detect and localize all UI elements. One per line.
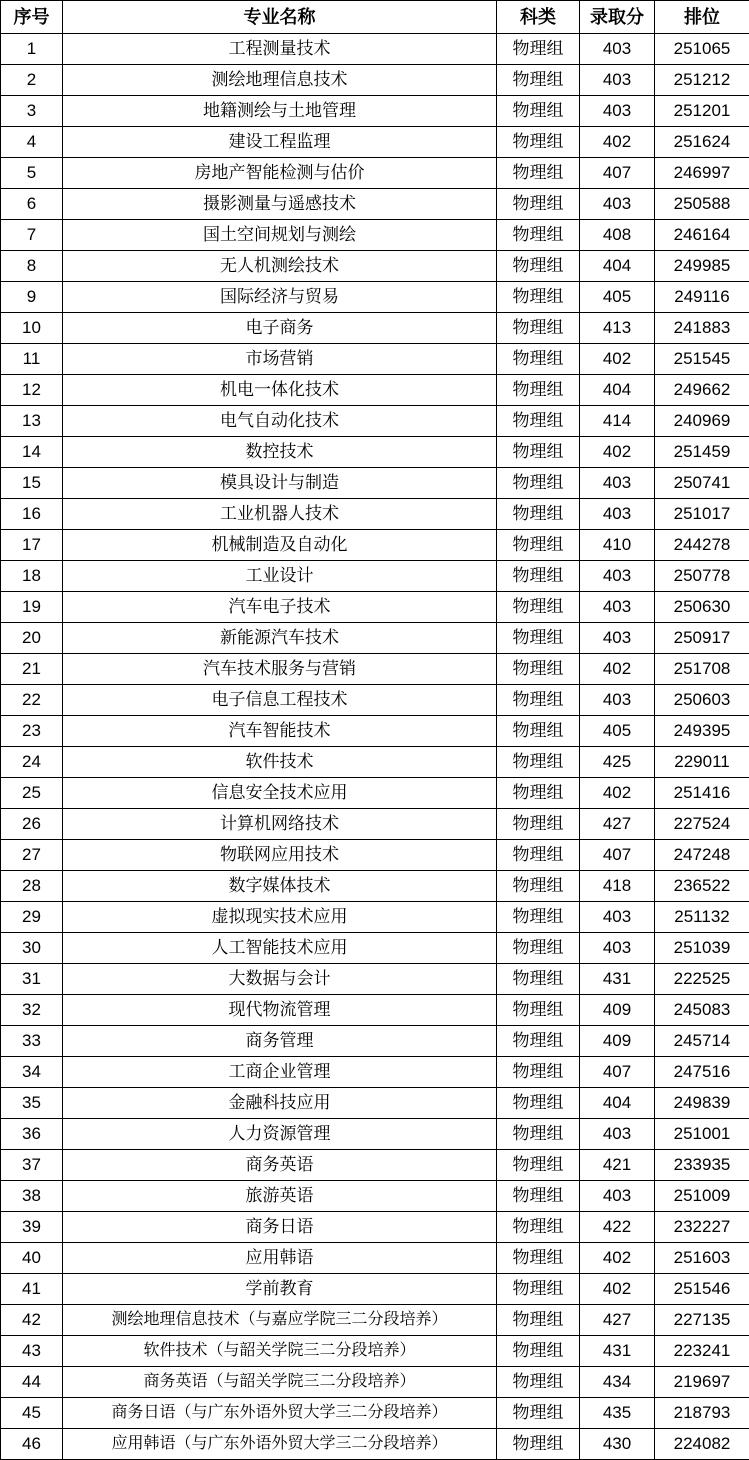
cell-index: 39: [1, 1212, 63, 1243]
cell-score: 403: [580, 1181, 655, 1212]
cell-score: 431: [580, 1336, 655, 1367]
cell-score: 403: [580, 561, 655, 592]
table-row: [1, 995, 749, 1026]
table-row: [1, 437, 749, 468]
cell-score: 402: [580, 344, 655, 375]
cell-major: 测绘地理信息技术: [63, 65, 497, 96]
cell-rank: 249839: [655, 1088, 749, 1119]
cell-category: 物理组: [497, 995, 580, 1026]
cell-score: 404: [580, 251, 655, 282]
table-row: [1, 1181, 749, 1212]
cell-major: 商务英语（与韶关学院三二分段培养）: [63, 1367, 497, 1398]
cell-major: 数控技术: [63, 437, 497, 468]
cell-score: 422: [580, 1212, 655, 1243]
cell-category: 物理组: [497, 685, 580, 716]
cell-index: 43: [1, 1336, 63, 1367]
cell-rank: 246997: [655, 158, 749, 189]
cell-category: 物理组: [497, 809, 580, 840]
cell-major: 软件技术（与韶关学院三二分段培养）: [63, 1336, 497, 1367]
cell-rank: 251545: [655, 344, 749, 375]
cell-score: 402: [580, 1274, 655, 1305]
cell-score: 404: [580, 1088, 655, 1119]
cell-category: 物理组: [497, 1398, 580, 1429]
cell-category: 物理组: [497, 437, 580, 468]
table-row: [1, 1398, 749, 1429]
cell-score: 403: [580, 96, 655, 127]
column-header-major: 专业名称: [63, 1, 497, 34]
cell-major: 汽车智能技术: [63, 716, 497, 747]
cell-category: 物理组: [497, 778, 580, 809]
cell-category: 物理组: [497, 251, 580, 282]
cell-score: 403: [580, 499, 655, 530]
table-row: [1, 592, 749, 623]
cell-score: 410: [580, 530, 655, 561]
cell-index: 40: [1, 1243, 63, 1274]
cell-index: 14: [1, 437, 63, 468]
cell-index: 22: [1, 685, 63, 716]
table-row: [1, 1336, 749, 1367]
cell-rank: 251017: [655, 499, 749, 530]
table-row: [1, 840, 749, 871]
cell-category: 物理组: [497, 933, 580, 964]
table-row: [1, 1305, 749, 1336]
cell-category: 物理组: [497, 1057, 580, 1088]
cell-index: 25: [1, 778, 63, 809]
cell-major: 工商企业管理: [63, 1057, 497, 1088]
cell-index: 8: [1, 251, 63, 282]
cell-index: 17: [1, 530, 63, 561]
cell-score: 402: [580, 437, 655, 468]
cell-score: 403: [580, 685, 655, 716]
cell-index: 5: [1, 158, 63, 189]
cell-major: 工业设计: [63, 561, 497, 592]
cell-rank: 251039: [655, 933, 749, 964]
table-row: [1, 189, 749, 220]
cell-rank: 251416: [655, 778, 749, 809]
cell-score: 403: [580, 623, 655, 654]
cell-major: 金融科技应用: [63, 1088, 497, 1119]
cell-index: 34: [1, 1057, 63, 1088]
cell-major: 工业机器人技术: [63, 499, 497, 530]
table-row: [1, 1429, 749, 1460]
cell-category: 物理组: [497, 964, 580, 995]
cell-rank: 251065: [655, 34, 749, 65]
table-row: [1, 747, 749, 778]
cell-category: 物理组: [497, 499, 580, 530]
cell-index: 46: [1, 1429, 63, 1460]
cell-score: 403: [580, 189, 655, 220]
cell-major: 计算机网络技术: [63, 809, 497, 840]
cell-major: 软件技术: [63, 747, 497, 778]
table-row: [1, 1243, 749, 1274]
column-header-rank: 排位: [655, 1, 749, 34]
cell-index: 32: [1, 995, 63, 1026]
table-row: [1, 1367, 749, 1398]
cell-category: 物理组: [497, 313, 580, 344]
cell-major: 商务日语: [63, 1212, 497, 1243]
cell-category: 物理组: [497, 65, 580, 96]
cell-category: 物理组: [497, 127, 580, 158]
table-row: [1, 127, 749, 158]
cell-rank: 251603: [655, 1243, 749, 1274]
cell-rank: 251009: [655, 1181, 749, 1212]
table-body: [1, 34, 749, 1460]
cell-index: 35: [1, 1088, 63, 1119]
cell-category: 物理组: [497, 871, 580, 902]
cell-major: 信息安全技术应用: [63, 778, 497, 809]
cell-rank: 222525: [655, 964, 749, 995]
table-row: [1, 964, 749, 995]
table-row: [1, 530, 749, 561]
cell-rank: 241883: [655, 313, 749, 344]
cell-major: 应用韩语: [63, 1243, 497, 1274]
cell-score: 402: [580, 1243, 655, 1274]
cell-rank: 251624: [655, 127, 749, 158]
cell-category: 物理组: [497, 34, 580, 65]
cell-score: 405: [580, 282, 655, 313]
cell-score: 414: [580, 406, 655, 437]
cell-rank: 251201: [655, 96, 749, 127]
cell-score: 409: [580, 995, 655, 1026]
table-row: [1, 623, 749, 654]
cell-score: 409: [580, 1026, 655, 1057]
cell-major: 新能源汽车技术: [63, 623, 497, 654]
cell-rank: 247516: [655, 1057, 749, 1088]
cell-major: 电子商务: [63, 313, 497, 344]
cell-major: 地籍测绘与土地管理: [63, 96, 497, 127]
cell-major: 人工智能技术应用: [63, 933, 497, 964]
cell-major: 商务管理: [63, 1026, 497, 1057]
cell-major: 汽车电子技术: [63, 592, 497, 623]
cell-score: 402: [580, 654, 655, 685]
cell-score: 431: [580, 964, 655, 995]
cell-index: 36: [1, 1119, 63, 1150]
cell-score: 407: [580, 158, 655, 189]
cell-score: 407: [580, 840, 655, 871]
cell-rank: 232227: [655, 1212, 749, 1243]
cell-rank: 246164: [655, 220, 749, 251]
table-row: [1, 933, 749, 964]
cell-rank: 250917: [655, 623, 749, 654]
cell-major: 市场营销: [63, 344, 497, 375]
cell-index: 12: [1, 375, 63, 406]
table-row: [1, 561, 749, 592]
cell-score: 425: [580, 747, 655, 778]
cell-score: 404: [580, 375, 655, 406]
cell-major: 摄影测量与遥感技术: [63, 189, 497, 220]
cell-major: 电气自动化技术: [63, 406, 497, 437]
cell-score: 421: [580, 1150, 655, 1181]
cell-major: 商务日语（与广东外语外贸大学三二分段培养）: [63, 1398, 497, 1429]
cell-rank: 250588: [655, 189, 749, 220]
table-row: [1, 809, 749, 840]
cell-index: 30: [1, 933, 63, 964]
table-row: [1, 344, 749, 375]
cell-category: 物理组: [497, 220, 580, 251]
cell-rank: 223241: [655, 1336, 749, 1367]
cell-rank: 233935: [655, 1150, 749, 1181]
cell-score: 402: [580, 778, 655, 809]
cell-major: 机械制造及自动化: [63, 530, 497, 561]
table-row: [1, 1026, 749, 1057]
cell-category: 物理组: [497, 468, 580, 499]
cell-category: 物理组: [497, 654, 580, 685]
cell-major: 商务英语: [63, 1150, 497, 1181]
cell-index: 20: [1, 623, 63, 654]
cell-major: 国土空间规划与测绘: [63, 220, 497, 251]
cell-rank: 218793: [655, 1398, 749, 1429]
cell-index: 21: [1, 654, 63, 685]
cell-score: 403: [580, 468, 655, 499]
cell-category: 物理组: [497, 1429, 580, 1460]
table-row: [1, 406, 749, 437]
cell-index: 11: [1, 344, 63, 375]
cell-score: 430: [580, 1429, 655, 1460]
cell-index: 42: [1, 1305, 63, 1336]
cell-major: 应用韩语（与广东外语外贸大学三二分段培养）: [63, 1429, 497, 1460]
table-row: [1, 1088, 749, 1119]
table-row: [1, 313, 749, 344]
cell-index: 16: [1, 499, 63, 530]
cell-category: 物理组: [497, 1367, 580, 1398]
cell-index: 37: [1, 1150, 63, 1181]
cell-score: 405: [580, 716, 655, 747]
cell-category: 物理组: [497, 282, 580, 313]
cell-rank: 249985: [655, 251, 749, 282]
cell-category: 物理组: [497, 189, 580, 220]
cell-major: 现代物流管理: [63, 995, 497, 1026]
cell-major: 电子信息工程技术: [63, 685, 497, 716]
cell-rank: 229011: [655, 747, 749, 778]
table-row: [1, 1057, 749, 1088]
table-row: [1, 654, 749, 685]
cell-major: 房地产智能检测与估价: [63, 158, 497, 189]
table-row: [1, 220, 749, 251]
cell-rank: 250741: [655, 468, 749, 499]
cell-rank: 227135: [655, 1305, 749, 1336]
cell-index: 19: [1, 592, 63, 623]
cell-index: 3: [1, 96, 63, 127]
cell-score: 403: [580, 933, 655, 964]
cell-category: 物理组: [497, 840, 580, 871]
table-row: [1, 96, 749, 127]
table-header: [1, 1, 749, 34]
cell-category: 物理组: [497, 96, 580, 127]
cell-score: 403: [580, 34, 655, 65]
table-row: [1, 902, 749, 933]
cell-category: 物理组: [497, 344, 580, 375]
cell-score: 403: [580, 65, 655, 96]
cell-category: 物理组: [497, 1243, 580, 1274]
cell-major: 数字媒体技术: [63, 871, 497, 902]
cell-category: 物理组: [497, 902, 580, 933]
cell-rank: 249116: [655, 282, 749, 313]
column-header-index: 序号: [1, 1, 63, 34]
cell-score: 413: [580, 313, 655, 344]
cell-rank: 247248: [655, 840, 749, 871]
cell-rank: 219697: [655, 1367, 749, 1398]
table-row: [1, 499, 749, 530]
cell-index: 26: [1, 809, 63, 840]
table-row: [1, 1212, 749, 1243]
cell-major: 虚拟现实技术应用: [63, 902, 497, 933]
cell-major: 无人机测绘技术: [63, 251, 497, 282]
cell-rank: 245714: [655, 1026, 749, 1057]
cell-score: 403: [580, 1119, 655, 1150]
cell-major: 大数据与会计: [63, 964, 497, 995]
table-row: [1, 158, 749, 189]
cell-index: 41: [1, 1274, 63, 1305]
table-row: [1, 34, 749, 65]
cell-score: 407: [580, 1057, 655, 1088]
cell-index: 38: [1, 1181, 63, 1212]
cell-score: 435: [580, 1398, 655, 1429]
cell-category: 物理组: [497, 530, 580, 561]
cell-rank: 251132: [655, 902, 749, 933]
table-row: [1, 282, 749, 313]
table-row: [1, 468, 749, 499]
table-row: [1, 685, 749, 716]
cell-index: 33: [1, 1026, 63, 1057]
cell-index: 29: [1, 902, 63, 933]
cell-score: 403: [580, 902, 655, 933]
cell-category: 物理组: [497, 1088, 580, 1119]
cell-rank: 250603: [655, 685, 749, 716]
cell-index: 13: [1, 406, 63, 437]
cell-score: 408: [580, 220, 655, 251]
cell-major: 建设工程监理: [63, 127, 497, 158]
cell-major: 国际经济与贸易: [63, 282, 497, 313]
cell-major: 汽车技术服务与营销: [63, 654, 497, 685]
cell-major: 旅游英语: [63, 1181, 497, 1212]
cell-index: 10: [1, 313, 63, 344]
cell-rank: 250630: [655, 592, 749, 623]
cell-major: 模具设计与制造: [63, 468, 497, 499]
table-row: [1, 65, 749, 96]
cell-rank: 251546: [655, 1274, 749, 1305]
cell-score: 418: [580, 871, 655, 902]
cell-rank: 236522: [655, 871, 749, 902]
table-row: [1, 1119, 749, 1150]
cell-index: 2: [1, 65, 63, 96]
cell-index: 45: [1, 1398, 63, 1429]
cell-category: 物理组: [497, 1336, 580, 1367]
cell-major: 工程测量技术: [63, 34, 497, 65]
cell-category: 物理组: [497, 1150, 580, 1181]
cell-index: 7: [1, 220, 63, 251]
cell-index: 28: [1, 871, 63, 902]
table-row: [1, 778, 749, 809]
cell-score: 427: [580, 1305, 655, 1336]
cell-category: 物理组: [497, 1212, 580, 1243]
table-row: [1, 1150, 749, 1181]
cell-major: 物联网应用技术: [63, 840, 497, 871]
cell-rank: 227524: [655, 809, 749, 840]
cell-rank: 251212: [655, 65, 749, 96]
cell-index: 31: [1, 964, 63, 995]
cell-index: 27: [1, 840, 63, 871]
cell-index: 9: [1, 282, 63, 313]
cell-rank: 251001: [655, 1119, 749, 1150]
cell-score: 427: [580, 809, 655, 840]
table-row: [1, 871, 749, 902]
table-header-row: [1, 1, 749, 34]
cell-major: 机电一体化技术: [63, 375, 497, 406]
cell-category: 物理组: [497, 716, 580, 747]
cell-category: 物理组: [497, 1305, 580, 1336]
cell-index: 6: [1, 189, 63, 220]
cell-rank: 251459: [655, 437, 749, 468]
column-header-score: 录取分: [580, 1, 655, 34]
cell-category: 物理组: [497, 747, 580, 778]
cell-category: 物理组: [497, 158, 580, 189]
cell-score: 403: [580, 592, 655, 623]
cell-category: 物理组: [497, 561, 580, 592]
cell-category: 物理组: [497, 592, 580, 623]
cell-category: 物理组: [497, 375, 580, 406]
cell-rank: 224082: [655, 1429, 749, 1460]
table-row: [1, 251, 749, 282]
column-header-category: 科类: [497, 1, 580, 34]
cell-rank: 251708: [655, 654, 749, 685]
cell-rank: 244278: [655, 530, 749, 561]
cell-index: 4: [1, 127, 63, 158]
cell-category: 物理组: [497, 623, 580, 654]
cell-rank: 240969: [655, 406, 749, 437]
table-row: [1, 1274, 749, 1305]
cell-rank: 249395: [655, 716, 749, 747]
cell-category: 物理组: [497, 1119, 580, 1150]
cell-index: 18: [1, 561, 63, 592]
cell-category: 物理组: [497, 1026, 580, 1057]
cell-major: 学前教育: [63, 1274, 497, 1305]
cell-index: 15: [1, 468, 63, 499]
cell-score: 402: [580, 127, 655, 158]
cell-category: 物理组: [497, 1181, 580, 1212]
cell-rank: 249662: [655, 375, 749, 406]
cell-major: 测绘地理信息技术（与嘉应学院三二分段培养）: [63, 1305, 497, 1336]
cell-index: 24: [1, 747, 63, 778]
cell-score: 434: [580, 1367, 655, 1398]
cell-index: 23: [1, 716, 63, 747]
table-row: [1, 716, 749, 747]
table-row: [1, 375, 749, 406]
cell-major: 人力资源管理: [63, 1119, 497, 1150]
cell-category: 物理组: [497, 1274, 580, 1305]
cell-rank: 245083: [655, 995, 749, 1026]
cell-index: 1: [1, 34, 63, 65]
cell-index: 44: [1, 1367, 63, 1398]
cell-category: 物理组: [497, 406, 580, 437]
cell-rank: 250778: [655, 561, 749, 592]
